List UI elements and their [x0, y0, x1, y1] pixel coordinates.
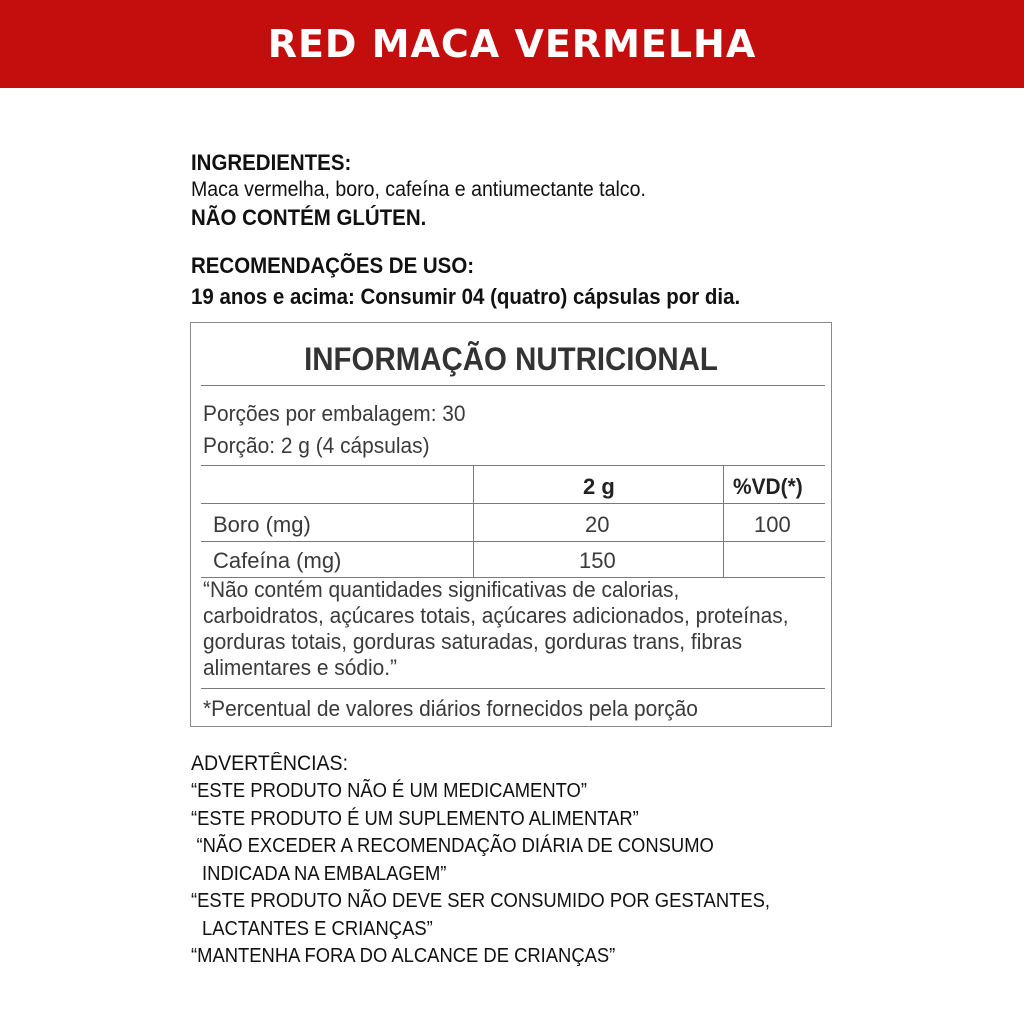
nutrition-title: INFORMAÇÃO NUTRICIONAL — [304, 341, 718, 377]
row-name-cafeina: Cafeína (mg) — [213, 548, 342, 573]
nutrition-table — [190, 322, 832, 727]
column-header-vd: %VD(*) — [733, 474, 803, 499]
usage-section — [191, 251, 841, 312]
warning-line: “MANTENHA FORA DO ALCANCE DE CRIANÇAS” — [191, 945, 616, 967]
divider — [201, 465, 825, 466]
ingredients-text: Maca vermelha, boro, cafeína e antiumectante talco. — [191, 178, 646, 201]
row-amount-boro: 20 — [585, 512, 610, 537]
row-amount-cafeina: 150 — [579, 548, 616, 573]
warning-line: “ESTE PRODUTO NÃO DEVE SER CONSUMIDO POR GESTANTES, — [191, 890, 771, 912]
column-header-amount: 2 g — [583, 474, 615, 499]
column-divider — [723, 465, 724, 577]
gluten-statement: NÃO CONTÉM GLÚTEN. — [191, 205, 427, 230]
usage-text: 19 anos e acima: Consumir 04 (quatro) cápsulas por dia. — [191, 284, 741, 309]
warning-line: “ESTE PRODUTO NÃO É UM MEDICAMENTO” — [191, 780, 587, 802]
warnings-heading: ADVERTÊNCIAS: — [191, 752, 349, 775]
row-vd-boro: 100 — [754, 512, 791, 537]
servings-per-package: Porções por embalagem: 30 — [203, 401, 466, 426]
serving-size: Porção: 2 g (4 cápsulas) — [203, 433, 430, 458]
row-name-boro: Boro (mg) — [213, 512, 311, 537]
note-line: carboidratos, açúcares totais, açúcares adicionados, proteínas, — [203, 603, 789, 628]
divider — [201, 503, 825, 504]
warning-line: “NÃO EXCEDER A RECOMENDAÇÃO DIÁRIA DE CONSUMO — [196, 835, 714, 857]
divider — [201, 541, 825, 542]
warning-line: INDICADA NA EMBALAGEM” — [202, 862, 447, 885]
note-line: “Não contém quantidades significativas de calorias, — [203, 577, 680, 602]
ingredients-heading: INGREDIENTES: — [191, 150, 352, 175]
usage-heading: RECOMENDAÇÕES DE USO: — [191, 253, 475, 278]
divider — [201, 688, 825, 689]
ingredients-section — [191, 148, 841, 233]
warnings-section — [191, 750, 871, 971]
footnote: *Percentual de valores diários fornecidos pela porção — [203, 696, 698, 721]
note-line: gorduras totais, gorduras saturadas, gorduras trans, fibras — [203, 629, 743, 654]
product-title: RED MACA VERMELHA — [267, 22, 757, 66]
warning-line: LACTANTES E CRIANÇAS” — [202, 917, 433, 940]
note-line: alimentares e sódio.” — [203, 655, 398, 680]
divider — [201, 385, 825, 386]
header-banner — [0, 0, 1024, 88]
column-divider — [473, 465, 474, 577]
nutrition-note — [203, 577, 811, 681]
warning-line: “ESTE PRODUTO É UM SUPLEMENTO ALIMENTAR” — [191, 807, 639, 830]
